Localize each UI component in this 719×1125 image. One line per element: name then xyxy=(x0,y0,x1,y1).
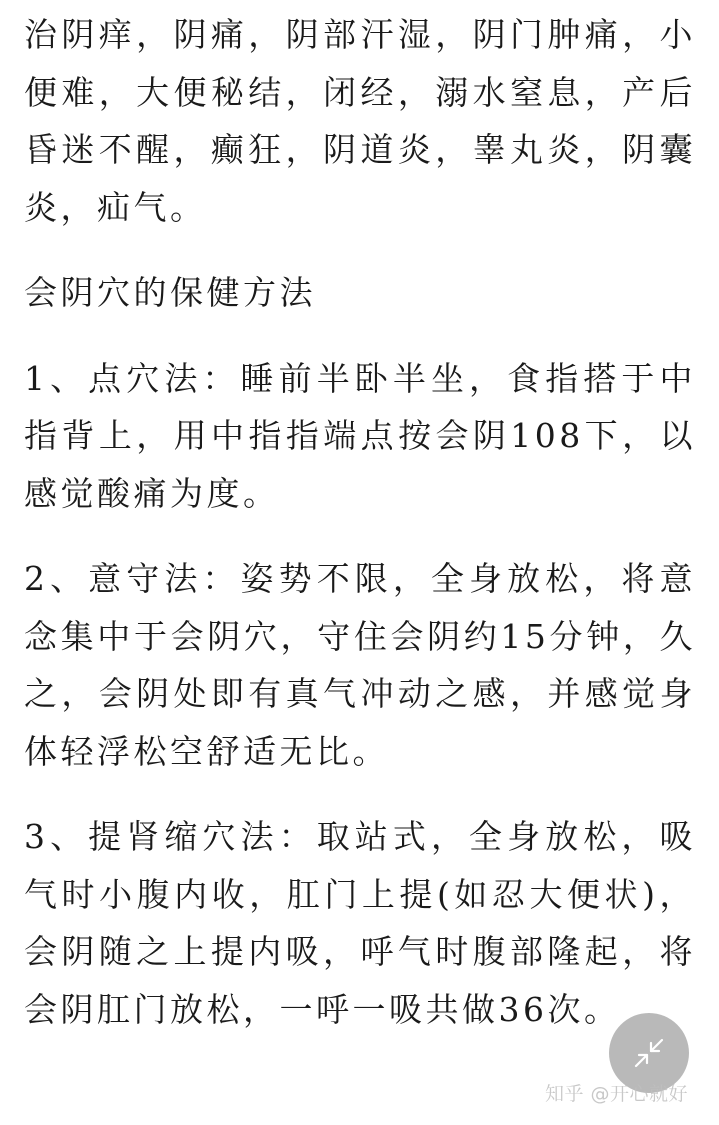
paragraph-indications: 治阴痒，阴痛，阴部汗湿，阴门肿痛，小便难，大便秘结，闭经，溺水窒息，产后昏迷不醒，癫狂，阴道炎，睾丸炎，阴囊炎，疝气。 xyxy=(24,15,696,227)
article-body xyxy=(24,6,696,1038)
paragraph-method-acupressure: 1、点穴法：睡前半卧半坐，食指搭于中指背上，用中指指端点按会阴108下，以感觉酸痛为度。 xyxy=(24,358,696,513)
paragraph-method-mind-focus: 2、意守法：姿势不限，全身放松，将意念集中于会阴穴，守住会阴约15分钟，久之，会阴处即有真气冲动之感，并感觉身体轻浮松空舒适无比。 xyxy=(24,559,696,771)
section-heading-health-methods: 会阴穴的保健方法 xyxy=(24,273,316,312)
zhihu-watermark: 知乎 @开心就好 xyxy=(545,1083,689,1105)
paragraph-method-contraction: 3、提肾缩穴法：取站式，全身放松，吸气时小腹内收，肛门上提(如忍大便状)，会阴随之上提内吸，呼气时腹部隆起，将会阴肛门放松，一呼一吸共做36次。 xyxy=(24,817,696,1029)
collapse-arrows-icon xyxy=(631,1035,667,1071)
